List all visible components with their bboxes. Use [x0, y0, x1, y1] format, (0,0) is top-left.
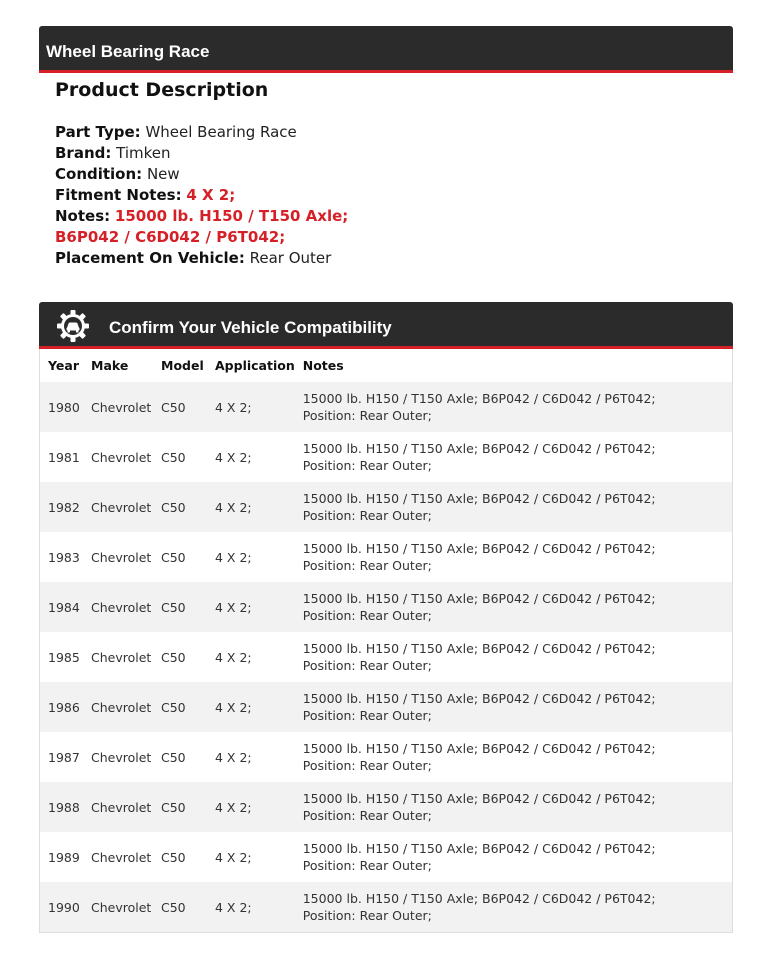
cell-application: 4 X 2; — [215, 449, 252, 465]
table-row — [40, 432, 732, 482]
cell-application: 4 X 2; — [215, 749, 252, 765]
table-row — [40, 882, 732, 932]
cell-application: 4 X 2; — [207, 682, 295, 732]
cell-year: 1988 — [40, 782, 83, 832]
cell-notes: 15000 lb. H150 / T150 Axle; B6P042 / C6D042 / P6T042; Position: Rear Outer; — [302, 741, 656, 773]
spec-label: Part Type: — [55, 123, 141, 141]
cell-year: 1983 — [48, 549, 80, 565]
cell-make: Chevrolet — [83, 582, 153, 632]
spec-value: Rear Outer — [249, 249, 332, 267]
cell-year: 1984 — [40, 582, 83, 632]
cell-notes: 15000 lb. H150 / T150 Axle; B6P042 / C6D042 / P6T042; Position: Rear Outer; — [295, 382, 732, 432]
spec-notes-continued — [55, 227, 695, 248]
spec-value: Timken — [116, 144, 171, 162]
cell-model: C50 — [161, 649, 186, 665]
cell-notes: 15000 lb. H150 / T150 Axle; B6P042 / C6D042 / P6T042; Position: Rear Outer; — [302, 841, 656, 873]
compatibility-table — [39, 349, 733, 933]
spec-value: 15000 lb. H150 / T150 Axle; — [114, 207, 349, 225]
cell-make: Chevrolet — [83, 782, 153, 832]
spec-notes — [55, 206, 695, 227]
product-title: Wheel Bearing Race — [46, 42, 210, 61]
cell-make: Chevrolet — [91, 749, 152, 765]
cell-make: Chevrolet — [83, 882, 153, 932]
cell-make: Chevrolet — [83, 482, 153, 532]
cell-application: 4 X 2; — [207, 382, 295, 432]
cell-model: C50 — [153, 882, 207, 932]
table-row — [40, 832, 732, 882]
spec-label: Brand: — [55, 144, 112, 162]
table-row — [40, 482, 732, 532]
spec-placement — [55, 248, 695, 269]
spec-value: Wheel Bearing Race — [145, 123, 297, 141]
column-header-make: Make — [91, 358, 129, 373]
cell-notes: 15000 lb. H150 / T150 Axle; B6P042 / C6D042 / P6T042; Position: Rear Outer; — [295, 782, 732, 832]
table-row — [40, 382, 732, 432]
description-heading: Product Description — [55, 79, 269, 101]
cell-year: 1980 — [40, 382, 83, 432]
cell-notes: 15000 lb. H150 / T150 Axle; B6P042 / C6D042 / P6T042; Position: Rear Outer; — [295, 582, 732, 632]
table-row — [40, 632, 732, 682]
gear-car-icon — [56, 309, 90, 343]
cell-year: 1986 — [40, 682, 83, 732]
spec-condition — [55, 164, 695, 185]
spec-brand — [55, 143, 695, 164]
table-header-row — [40, 349, 732, 382]
product-description — [55, 78, 695, 269]
spec-label: Placement On Vehicle: — [55, 249, 245, 267]
cell-year: 1989 — [48, 849, 80, 865]
spec-fitment — [55, 185, 695, 206]
spec-value: B6P042 / C6D042 / P6T042; — [55, 228, 286, 246]
cell-application: 4 X 2; — [207, 582, 295, 632]
cell-notes: 15000 lb. H150 / T150 Axle; B6P042 / C6D042 / P6T042; Position: Rear Outer; — [302, 541, 656, 573]
cell-make: Chevrolet — [83, 382, 153, 432]
cell-application: 4 X 2; — [215, 549, 252, 565]
cell-model: C50 — [161, 849, 186, 865]
cell-model: C50 — [161, 449, 186, 465]
cell-year: 1985 — [48, 649, 80, 665]
spec-label: Condition: — [55, 165, 143, 183]
cell-year: 1981 — [48, 449, 80, 465]
cell-notes: 15000 lb. H150 / T150 Axle; B6P042 / C6D042 / P6T042; Position: Rear Outer; — [295, 882, 732, 932]
spec-label: Fitment Notes: — [55, 186, 182, 204]
cell-model: C50 — [161, 749, 186, 765]
table-row — [40, 782, 732, 832]
compatibility-title-bar — [39, 302, 733, 349]
spec-value: New — [146, 165, 180, 183]
cell-model: C50 — [161, 549, 186, 565]
cell-make: Chevrolet — [91, 549, 152, 565]
table-row — [40, 682, 732, 732]
spec-label: Notes: — [55, 207, 111, 225]
cell-notes: 15000 lb. H150 / T150 Axle; B6P042 / C6D042 / P6T042; Position: Rear Outer; — [302, 641, 656, 673]
cell-make: Chevrolet — [91, 849, 152, 865]
cell-year: 1987 — [48, 749, 80, 765]
product-title-bar — [39, 26, 733, 73]
cell-model: C50 — [153, 782, 207, 832]
cell-notes: 15000 lb. H150 / T150 Axle; B6P042 / C6D042 / P6T042; Position: Rear Outer; — [295, 682, 732, 732]
cell-application: 4 X 2; — [207, 882, 295, 932]
cell-year: 1982 — [40, 482, 83, 532]
cell-notes: 15000 lb. H150 / T150 Axle; B6P042 / C6D042 / P6T042; Position: Rear Outer; — [295, 482, 732, 532]
cell-application: 4 X 2; — [207, 482, 295, 532]
compatibility-title: Confirm Your Vehicle Compatibility — [109, 318, 392, 337]
cell-notes: 15000 lb. H150 / T150 Axle; B6P042 / C6D042 / P6T042; Position: Rear Outer; — [302, 441, 656, 473]
table-row — [40, 732, 732, 782]
cell-application: 4 X 2; — [207, 782, 295, 832]
column-header-year: Year — [48, 358, 79, 373]
cell-year: 1990 — [40, 882, 83, 932]
cell-model: C50 — [153, 682, 207, 732]
table-row — [40, 532, 732, 582]
cell-application: 4 X 2; — [215, 849, 252, 865]
column-header-application: Application — [215, 358, 295, 373]
cell-model: C50 — [153, 482, 207, 532]
spec-value: 4 X 2; — [186, 186, 236, 204]
cell-model: C50 — [153, 582, 207, 632]
column-header-model: Model — [161, 358, 204, 373]
cell-make: Chevrolet — [91, 449, 152, 465]
column-header-notes: Notes — [302, 358, 344, 373]
cell-make: Chevrolet — [83, 682, 153, 732]
cell-make: Chevrolet — [91, 649, 152, 665]
cell-model: C50 — [153, 382, 207, 432]
cell-application: 4 X 2; — [215, 649, 252, 665]
table-row — [40, 582, 732, 632]
spec-part-type — [55, 122, 695, 143]
spec-list — [55, 122, 695, 269]
